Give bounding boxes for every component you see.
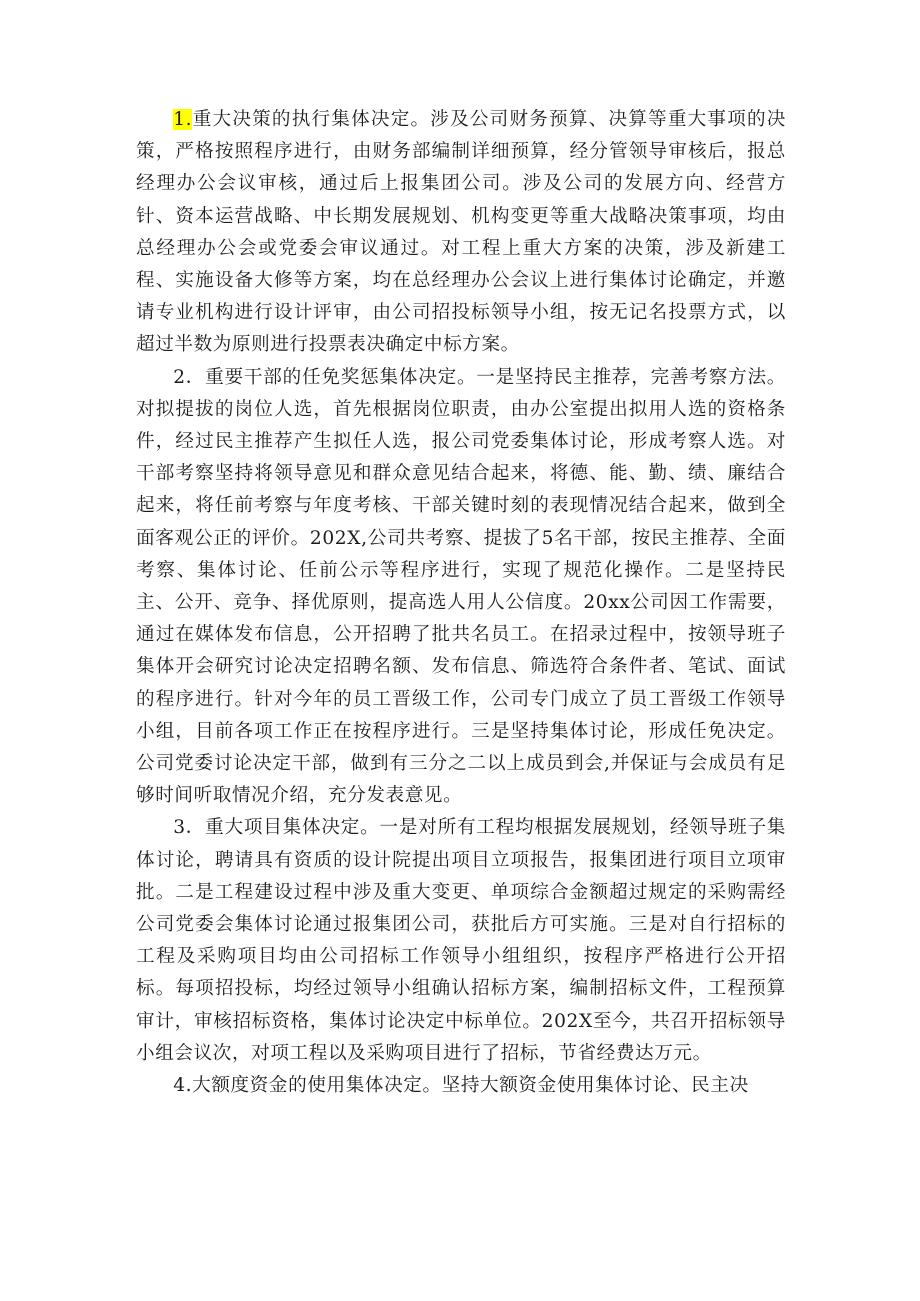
paragraph-number: 2． [173, 366, 206, 388]
paragraph-1 [136, 104, 786, 362]
paragraph-number: 4. [173, 1075, 193, 1097]
document-page [136, 104, 786, 1102]
paragraph-4 [136, 1070, 786, 1102]
paragraph-text: 重要干部的任免奖惩集体决定。一是坚持民主推荐，完善考察方法。对拟提拔的岗位人选，首先根据岗位职责，由办公室提出拟用人选的资格条件，经过民主推荐产生拟任人选，报公司党委集体讨论，形成考察人选。对干部考察坚持将领导意见和群众意见结合起来，将德、能、勤、绩、廉结合起来，将任前考察与年度考核、干部关键时刻的表现情况结合起来，做到全面客观公正的评价。202X,公司共考察、提拔了5名干部，按民主推荐、全面考察、集体讨论、任前公示等程序进行，实现了规范化操作。二是坚持民主、公开、竞争、择优原则，提高选人用人公信度。20xx公司因工作需要，通过在媒体发布信息，公开招聘了批共名员工。在招录过程中，按领导班子集体开会研究讨论决定招聘名额、发布信息、筛选符合条件者、笔试、面试的程序进行。针对今年的员工晋级工作，公司专门成立了员工晋级工作领导小组，目前各项工作正在按程序进行。三是坚持集体讨论，形成任免决定。公司党委讨论决定干部，做到有三分之二以上成员到会,并保证与会成员有足够时间听取情况介绍，充分发表意见。 [136, 366, 786, 807]
paragraph-text: 大额度资金的使用集体决定。坚持大额资金使用集体讨论、民主决 [192, 1075, 749, 1097]
paragraph-3 [136, 812, 786, 1070]
paragraph-text: 重大决策的执行集体决定。涉及公司财务预算、决算等重大事项的决策，严格按照程序进行，由财务部编制详细预算，经分管领导审核后，报总经理办公会议审核，通过后上报集团公司。涉及公司的发展方向、经营方针、资本运营战略、中长期发展规划、机构变更等重大战略决策事项，均由总经理办公会或党委会审议通过。对工程上重大方案的决策，涉及新建工程、实施设备大修等方案，均在总经理办公会议上进行集体讨论确定，并邀请专业机构进行设计评审，由公司招投标领导小组，按无记名投票方式，以超过半数为原则进行投票表决确定中标方案。 [136, 109, 786, 356]
paragraph-text: 重大项目集体决定。一是对所有工程均根据发展规划，经领导班子集体讨论，聘请具有资质的设计院提出项目立项报告，报集团进行项目立项审批。二是工程建设过程中涉及重大变更、单项综合金额超过规定的采购需经公司党委会集体讨论通过报集团公司，获批后方可实施。三是对自行招标的工程及采购项目均由公司招标工作领导小组组织，按程序严格进行公开招标。每项招投标，均经过领导小组确认招标方案，编制招标文件，工程预算审计，审核招标资格，集体讨论决定中标单位。202X至今，共召开招标领导小组会议次，对项工程以及采购项目进行了招标，节省经费达万元。 [136, 817, 786, 1064]
paragraph-number: 3． [173, 817, 206, 839]
paragraph-2 [136, 362, 786, 813]
paragraph-number-highlighted: 1. [173, 109, 193, 130]
